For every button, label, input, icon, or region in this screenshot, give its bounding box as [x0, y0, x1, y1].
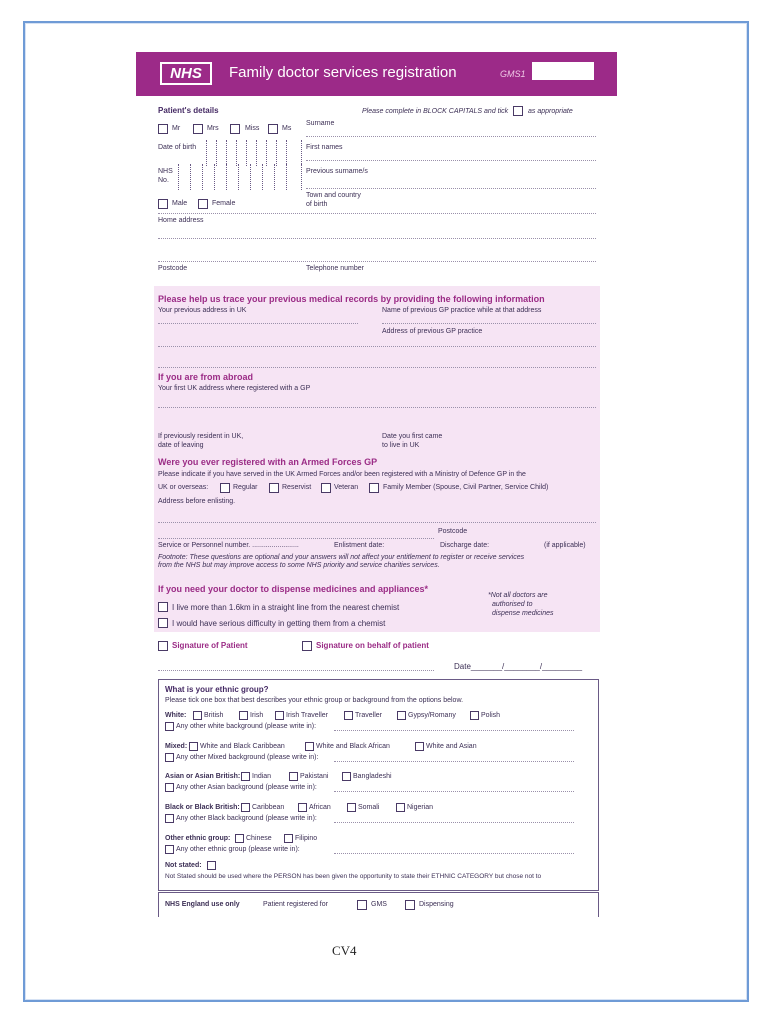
dob-label: Date of birth — [158, 144, 197, 151]
dispense-heading: If you need your doctor to dispense medicines and appliances* — [158, 584, 429, 594]
reservist-label: Reservist — [282, 484, 312, 491]
white-black-african-checkbox[interactable] — [305, 742, 314, 751]
ethnic-heading: What is your ethnic group? — [165, 685, 269, 694]
title-mrs-label: Mrs — [207, 125, 219, 132]
other-other-checkbox[interactable] — [165, 845, 174, 854]
nhs-use-label: NHS England use only — [165, 901, 240, 908]
date-first-label-1: Date you first came — [382, 433, 443, 440]
footnote-line1: Footnote: These questions are optional and your answers will not affect your entitlement to register or receive services — [158, 554, 525, 561]
nhs-no-label-1: NHS — [158, 168, 173, 175]
traveller-checkbox[interactable] — [344, 711, 353, 720]
filipino-label: Filipino — [295, 835, 318, 842]
gp-practice-name-label: Name of previous GP practice while at that address — [382, 307, 542, 314]
town-line[interactable] — [158, 213, 596, 214]
dob-divider — [226, 140, 227, 166]
dispensing-label: Dispensing — [419, 901, 454, 908]
nhs-no-divider — [214, 164, 215, 190]
black-other-checkbox[interactable] — [165, 814, 174, 823]
white-british-label: British — [204, 712, 224, 719]
address-before-label: Address before enlisting. — [158, 498, 236, 505]
armed-forces-line2: UK or overseas: — [158, 484, 209, 491]
family-member-label: Family Member (Spouse, Civil Partner, Service Child) — [383, 484, 549, 491]
polish-label: Polish — [481, 712, 501, 719]
signature-patient-checkbox[interactable] — [158, 641, 168, 651]
white-other-checkbox[interactable] — [165, 722, 174, 731]
serious-difficulty-label: I would have serious difficulty in getting them from a chemist — [172, 619, 386, 628]
first-uk-address-line[interactable] — [158, 407, 596, 408]
trace-heading: Please help us trace your previous medical records by providing the following information — [158, 294, 545, 304]
nigerian-label: Nigerian — [407, 804, 434, 811]
dob-divider — [256, 140, 257, 166]
address-line[interactable] — [158, 238, 596, 239]
first-uk-address-label: Your first UK address where registered with a GP — [158, 385, 311, 392]
gp-practice-name-line[interactable] — [382, 323, 596, 324]
not-all-doctors-note-2: authorised to — [492, 601, 533, 608]
nhs-no-divider — [178, 164, 179, 190]
service-number-label: Service or Personnel number. ........................ — [158, 542, 299, 549]
surname-label: Surname — [306, 120, 335, 127]
mixed-other-label: Any other Mixed background (please write in): — [176, 754, 319, 761]
prev-address-line-2[interactable] — [158, 346, 596, 347]
nhs-no-divider — [226, 164, 227, 190]
white-irish-checkbox[interactable] — [239, 711, 248, 720]
discharge-date-label: Discharge date: — [440, 542, 490, 549]
as-appropriate-note: as appropriate — [528, 108, 573, 115]
nhs-england-use-box — [158, 892, 599, 917]
dob-divider — [236, 140, 237, 166]
telephone-label: Telephone number — [306, 265, 364, 272]
male-checkbox[interactable] — [158, 199, 168, 209]
signature-behalf-checkbox[interactable] — [302, 641, 312, 651]
not-stated-note: Not Stated should be used where the PERSON has been given the opportunity to state their ETHNIC CATEGORY but chose not to — [165, 873, 542, 880]
not-all-doctors-note-3: dispense medicines — [492, 610, 554, 617]
dob-divider — [216, 140, 217, 166]
registration-form — [136, 52, 617, 918]
black-other-label: Any other Black background (please write in): — [176, 815, 317, 822]
white-label: White: — [165, 712, 187, 719]
reservist-checkbox[interactable] — [269, 483, 279, 493]
other-other-label: Any other ethnic group (please write in): — [176, 846, 300, 853]
gms-label: GMS — [371, 901, 387, 908]
title-mr-checkbox[interactable] — [158, 124, 168, 134]
prev-address-line-3[interactable] — [158, 367, 596, 368]
pakistani-label: Pakistani — [300, 773, 329, 780]
not-all-doctors-note-1: *Not all doctors are — [488, 592, 548, 599]
irish-traveller-label: Irish Traveller — [286, 712, 329, 719]
mixed-label: Mixed: — [165, 743, 188, 750]
signature-behalf-label: Signature on behalf of patient — [316, 641, 429, 650]
female-checkbox[interactable] — [198, 199, 208, 209]
asian-other-checkbox[interactable] — [165, 783, 174, 792]
form-code-box[interactable] — [532, 62, 594, 80]
dob-divider — [206, 140, 207, 166]
other-other-line[interactable] — [334, 853, 574, 854]
indian-label: Indian — [252, 773, 272, 780]
gms-checkbox[interactable] — [357, 900, 367, 910]
irish-traveller-checkbox[interactable] — [275, 711, 284, 720]
female-label: Female — [212, 200, 236, 207]
caribbean-label: Caribbean — [252, 804, 285, 811]
nhs-no-divider — [262, 164, 263, 190]
armed-postcode-label: Postcode — [438, 528, 468, 535]
nhs-no-label-2: No. — [158, 177, 169, 184]
abroad-heading: If you are from abroad — [158, 372, 254, 382]
african-checkbox[interactable] — [298, 803, 307, 812]
white-black-caribbean-label: White and Black Caribbean — [200, 743, 285, 750]
date-first-label-2: to live in UK — [382, 442, 420, 449]
title-miss-checkbox[interactable] — [230, 124, 240, 134]
patient-registered-label: Patient registered for — [263, 901, 328, 908]
dob-divider — [301, 140, 302, 166]
tick-example-box — [513, 106, 523, 116]
first-names-label: First names — [306, 144, 343, 151]
veteran-label: Veteran — [334, 484, 359, 491]
somali-label: Somali — [358, 804, 380, 811]
town-of-birth-label-2: of birth — [306, 201, 328, 208]
pakistani-checkbox[interactable] — [289, 772, 298, 781]
male-label: Male — [172, 200, 188, 207]
surname-line[interactable] — [306, 136, 596, 137]
prev-address-line[interactable] — [158, 323, 358, 324]
gypsy-romany-checkbox[interactable] — [397, 711, 406, 720]
nhs-no-divider — [301, 164, 302, 190]
regular-label: Regular — [233, 484, 258, 491]
signature-patient-label: Signature of Patient — [172, 641, 248, 650]
gp-practice-address-label: Address of previous GP practice — [382, 328, 483, 335]
white-british-checkbox[interactable] — [193, 711, 202, 720]
previous-surnames-label: Previous surname/s — [306, 168, 368, 175]
serious-difficulty-checkbox[interactable] — [158, 618, 168, 628]
first-names-line[interactable] — [306, 160, 596, 161]
black-label: Black or Black British: — [165, 804, 240, 811]
live-far-checkbox[interactable] — [158, 602, 168, 612]
nhs-no-divider — [202, 164, 203, 190]
dob-divider — [246, 140, 247, 166]
block-capitals-note: Please complete in BLOCK CAPITALS and tick — [362, 108, 509, 115]
chinese-label: Chinese — [246, 835, 272, 842]
nhs-no-divider — [238, 164, 239, 190]
footnote-line2: from the NHS but may improve access to some NHS priority and service charities services. — [158, 562, 440, 569]
somali-checkbox[interactable] — [347, 803, 356, 812]
nigerian-checkbox[interactable] — [396, 803, 405, 812]
white-black-african-label: White and Black African — [316, 743, 390, 750]
nhs-no-divider — [274, 164, 275, 190]
asian-label: Asian or Asian British: — [165, 773, 241, 780]
postcode-label: Postcode — [158, 265, 188, 272]
address-before-line-2[interactable] — [158, 538, 434, 539]
not-stated-checkbox[interactable] — [207, 861, 216, 870]
previous-surnames-line[interactable] — [306, 188, 596, 189]
nhs-logo: NHS — [160, 62, 212, 85]
form-title: Family doctor services registration — [229, 64, 457, 81]
mixed-other-line[interactable] — [334, 761, 574, 762]
date-field[interactable]: Date_______/________/_________ — [454, 662, 583, 671]
home-address-label: Home address — [158, 217, 204, 224]
dispensing-checkbox[interactable] — [405, 900, 415, 910]
title-ms-checkbox[interactable] — [268, 124, 278, 134]
prev-resident-label-2: date of leaving — [158, 442, 204, 449]
nhs-no-divider — [190, 164, 191, 190]
title-ms-label: Ms — [282, 125, 292, 132]
caribbean-checkbox[interactable] — [241, 803, 250, 812]
white-asian-label: White and Asian — [426, 743, 477, 750]
if-applicable-label: (if applicable) — [544, 542, 586, 549]
asian-other-line[interactable] — [334, 791, 574, 792]
regular-checkbox[interactable] — [220, 483, 230, 493]
title-miss-label: Miss — [245, 125, 260, 132]
address-line[interactable] — [158, 261, 596, 262]
armed-forces-heading: Were you ever registered with an Armed Forces GP — [158, 457, 378, 467]
white-black-caribbean-checkbox[interactable] — [189, 742, 198, 751]
form-code: GMS1 — [500, 69, 526, 79]
chinese-checkbox[interactable] — [235, 834, 244, 843]
african-label: African — [309, 804, 331, 811]
patient-heading: Patient's details — [158, 106, 219, 115]
address-before-line[interactable] — [158, 522, 596, 523]
signature-line[interactable] — [158, 670, 434, 671]
indian-checkbox[interactable] — [241, 772, 250, 781]
white-irish-label: Irish — [250, 712, 264, 719]
other-label: Other ethnic group: — [165, 835, 231, 842]
live-far-label: I live more than 1.6km in a straight line from the nearest chemist — [172, 603, 400, 612]
black-other-line[interactable] — [334, 822, 574, 823]
gypsy-romany-label: Gypsy/Romany — [408, 712, 456, 719]
nhs-no-divider — [250, 164, 251, 190]
asian-other-label: Any other Asian background (please write in): — [176, 784, 317, 791]
bangladeshi-checkbox[interactable] — [342, 772, 351, 781]
white-other-line[interactable] — [334, 730, 574, 731]
polish-checkbox[interactable] — [470, 711, 479, 720]
title-mr-label: Mr — [172, 125, 181, 132]
dob-divider — [266, 140, 267, 166]
veteran-checkbox[interactable] — [321, 483, 331, 493]
prev-resident-label-1: If previously resident in UK, — [158, 433, 244, 440]
prev-address-label: Your previous address in UK — [158, 307, 247, 314]
dob-divider — [276, 140, 277, 166]
title-mrs-checkbox[interactable] — [193, 124, 203, 134]
ethnic-group-box — [158, 679, 599, 891]
white-asian-checkbox[interactable] — [415, 742, 424, 751]
not-stated-label: Not stated: — [165, 862, 202, 869]
bangladeshi-label: Bangladeshi — [353, 773, 392, 780]
ethnic-instruction: Please tick one box that best describes your ethnic group or background from the options below. — [165, 697, 464, 704]
filipino-checkbox[interactable] — [284, 834, 293, 843]
white-other-label: Any other white background (please write in): — [176, 723, 317, 730]
nhs-no-divider — [286, 164, 287, 190]
dob-divider — [286, 140, 287, 166]
form-header — [136, 52, 617, 96]
enlistment-date-label: Enlistment date: — [334, 542, 385, 549]
family-member-checkbox[interactable] — [369, 483, 379, 493]
footer-code: CV4 — [332, 943, 357, 958]
town-of-birth-label-1: Town and country — [306, 192, 361, 199]
traveller-label: Traveller — [355, 712, 382, 719]
mixed-other-checkbox[interactable] — [165, 753, 174, 762]
armed-forces-line1: Please indicate if you have served in the UK Armed Forces and/or been registered with a Ministry of Defence GP in the — [158, 471, 526, 478]
